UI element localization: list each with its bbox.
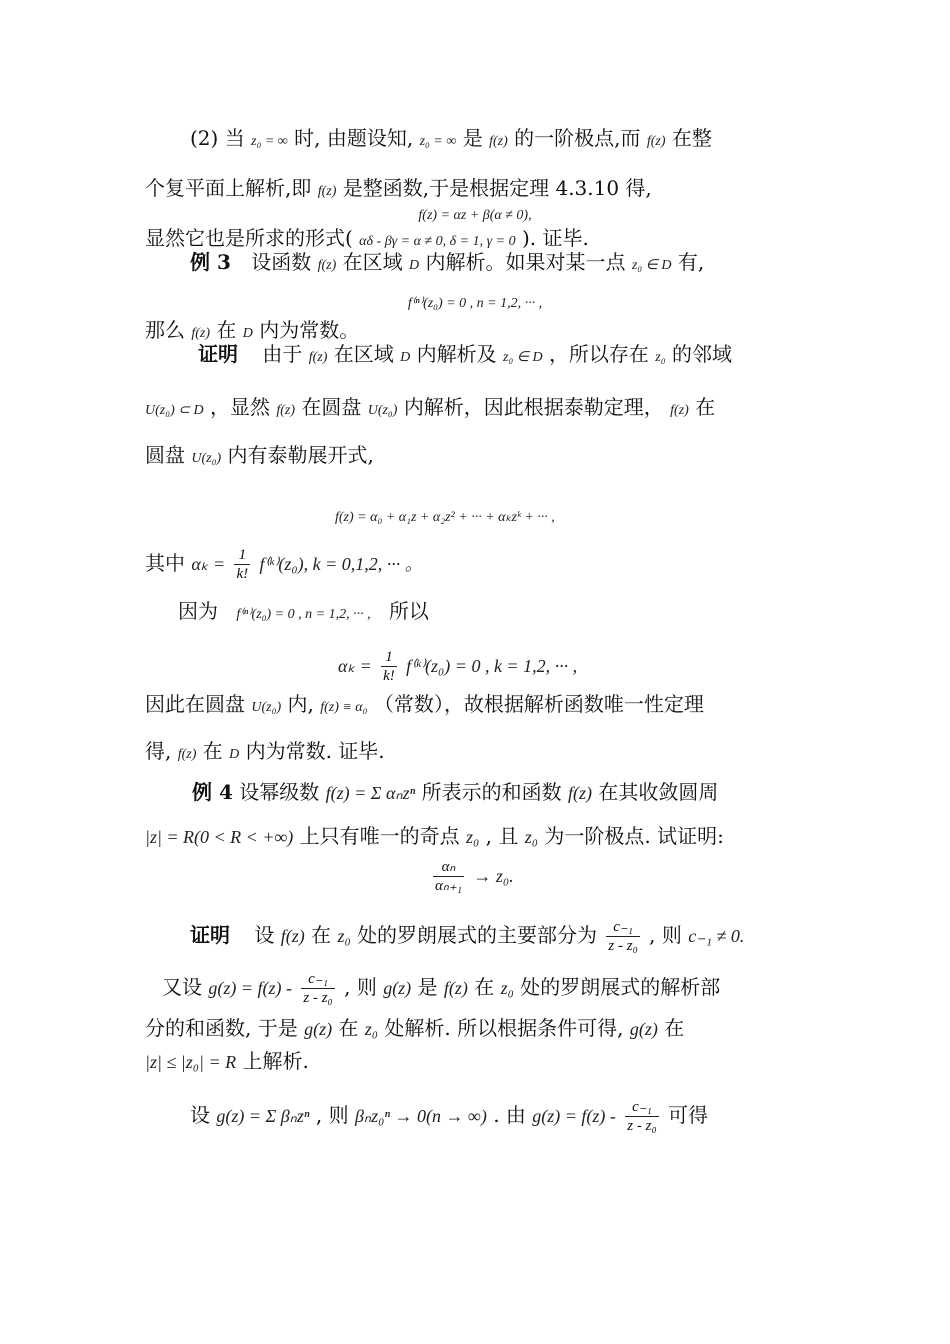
example-label: 例 3: [190, 250, 231, 274]
formula-line-11: [335, 500, 555, 532]
text-line-16: 得, f(z) 在 D 内为常数. 证毕.: [145, 739, 385, 763]
text-line-23: |z| ≤ |z₀| = R 上解析.: [145, 1049, 309, 1073]
text-line-15: 因此在圆盘 U(z₀) 内, f(z) ≡ α₀ （常数），故根据解析函数唯一性定理: [145, 692, 704, 716]
text-line-10: 圆盘 U(z₀) 内有泰勒展开式,: [145, 443, 374, 467]
fraction: $\frac{\text{αₙ}}{\text{αₙ₊₁}}$: [435, 859, 462, 894]
example-4-heading: 例 4 设幂级数 f(z) = Σ αₙzⁿ 所表示的和函数 f(z) 在其收敛圆周: [192, 780, 719, 804]
math-z0-infinity: z₀ = ∞: [419, 134, 457, 149]
proof-line-20: 证明 设 f(z) 在 z₀ 处的罗朗展式的主要部分为 $\frac{\text{c₋₁}}{\text{z - z₀}}$ , 则 c₋₁ ≠ 0.: [190, 919, 745, 954]
math-derivatives-zero: f⁽ⁿ⁾(z₀) = 0 , n = 1,2, ··· ,: [407, 296, 543, 311]
example-label: 例 4: [192, 780, 233, 804]
text-line-12: 其中 αₖ = $\frac{1}{k!}$ f⁽ᵏ⁾(z₀), k = 0,1,2, ··· 。: [145, 547, 423, 582]
proof-label: 证明: [190, 923, 230, 947]
text-line-13: 因为 f⁽ⁿ⁾(z₀) = 0 , n = 1,2, ··· , 所以: [178, 599, 429, 623]
proof-label: 证明: [198, 342, 238, 366]
proof-line-8: 证明 由于 f(z) 在区域 D 内解析及 z₀ ∈ D ，所以存在 z₀ 的邻域: [198, 342, 732, 366]
text-line-4: 显然它也是所求的形式( αδ - βγ = α ≠ 0, δ = 1, γ = 0 ). 证毕.: [145, 226, 589, 250]
math-z0-infinity: z₀ = ∞: [251, 134, 288, 149]
math-fz: f(z): [646, 134, 666, 149]
text-line-18: |z| = R(0 < R < +∞) 上只有唯一的奇点 z₀ , 且 z₀ 为一阶极点. 试证明:: [145, 824, 724, 848]
fraction: $\frac{1}{k!}$: [383, 649, 395, 684]
math-condition: αδ - βγ = α ≠ 0, δ = 1, γ = 0: [359, 234, 516, 249]
math-power-series: f(z) = Σ αₙzⁿ: [325, 783, 416, 803]
formula-line-14: αₖ = $\frac{1}{k!}$ f⁽ᵏ⁾(z₀) = 0 , k = 1,2, ··· ,: [338, 649, 578, 684]
text-line-24: 设 g(z) = Σ βₙzⁿ , 则 βₙz₀ⁿ → 0(n → ∞) . 由 g(z) = f(z) - $\frac{\text{c₋₁}}{\text{z - z₀}}$ 可得: [190, 1099, 709, 1134]
fraction: $\frac{\text{c₋₁}}{\text{z - z₀}}$: [303, 971, 333, 1006]
text-line-21: 又设 g(z) = f(z) - $\frac{\text{c₋₁}}{\text{z - z₀}}$ , 则 g(z) 是 f(z) 在 z₀ 处的罗朗展式的解析部: [162, 971, 721, 1006]
text-line-22: 分的和函数, 于是 g(z) 在 z₀ 处解析. 所以根据条件可得, g(z) 在: [145, 1016, 685, 1040]
text-line-7: 那么 f(z) 在 D 内为常数。: [145, 318, 360, 342]
example-3-heading: 例 3 设函数 f(z) 在区域 D 内解析。如果对某一点 z₀ ∈ D 有,: [190, 250, 705, 274]
math-taylor-series: f(z) = α₀ + α₁z + α₂z² + ··· + αₖzᵏ + ··· ,: [335, 510, 555, 525]
text-line-2: 个复平面上解析,即 f(z) 是整函数,于是根据定理 4.3.10 得,: [145, 176, 652, 200]
formula-line-6: [0, 286, 950, 318]
fraction: $\frac{\text{c₋₁}}{\text{z - z₀}}$: [608, 919, 638, 954]
fraction: $\frac{\text{c₋₁}}{\text{z - z₀}}$: [627, 1099, 657, 1134]
math-fz: f(z): [317, 184, 337, 199]
fraction: $\frac{1}{k!}$: [236, 547, 249, 582]
math-linear-function: f(z) = αz + β(α ≠ 0),: [418, 208, 532, 223]
formula-line-19: $\frac{\text{αₙ}}{\text{αₙ₊₁}}$ → z₀.: [435, 859, 514, 894]
text-line-1: (2) 当 z₀ = ∞ 时, 由题设知, z₀ = ∞ 是 f(z) 的一阶极点,而 f(z) 在整: [190, 126, 712, 150]
math-fz: f(z): [489, 134, 508, 149]
text-line-9: U(z₀) ⊂ D ，显然 f(z) 在圆盘 U(z₀) 内解析，因此根据泰勒定理， f(z) 在: [145, 395, 716, 419]
